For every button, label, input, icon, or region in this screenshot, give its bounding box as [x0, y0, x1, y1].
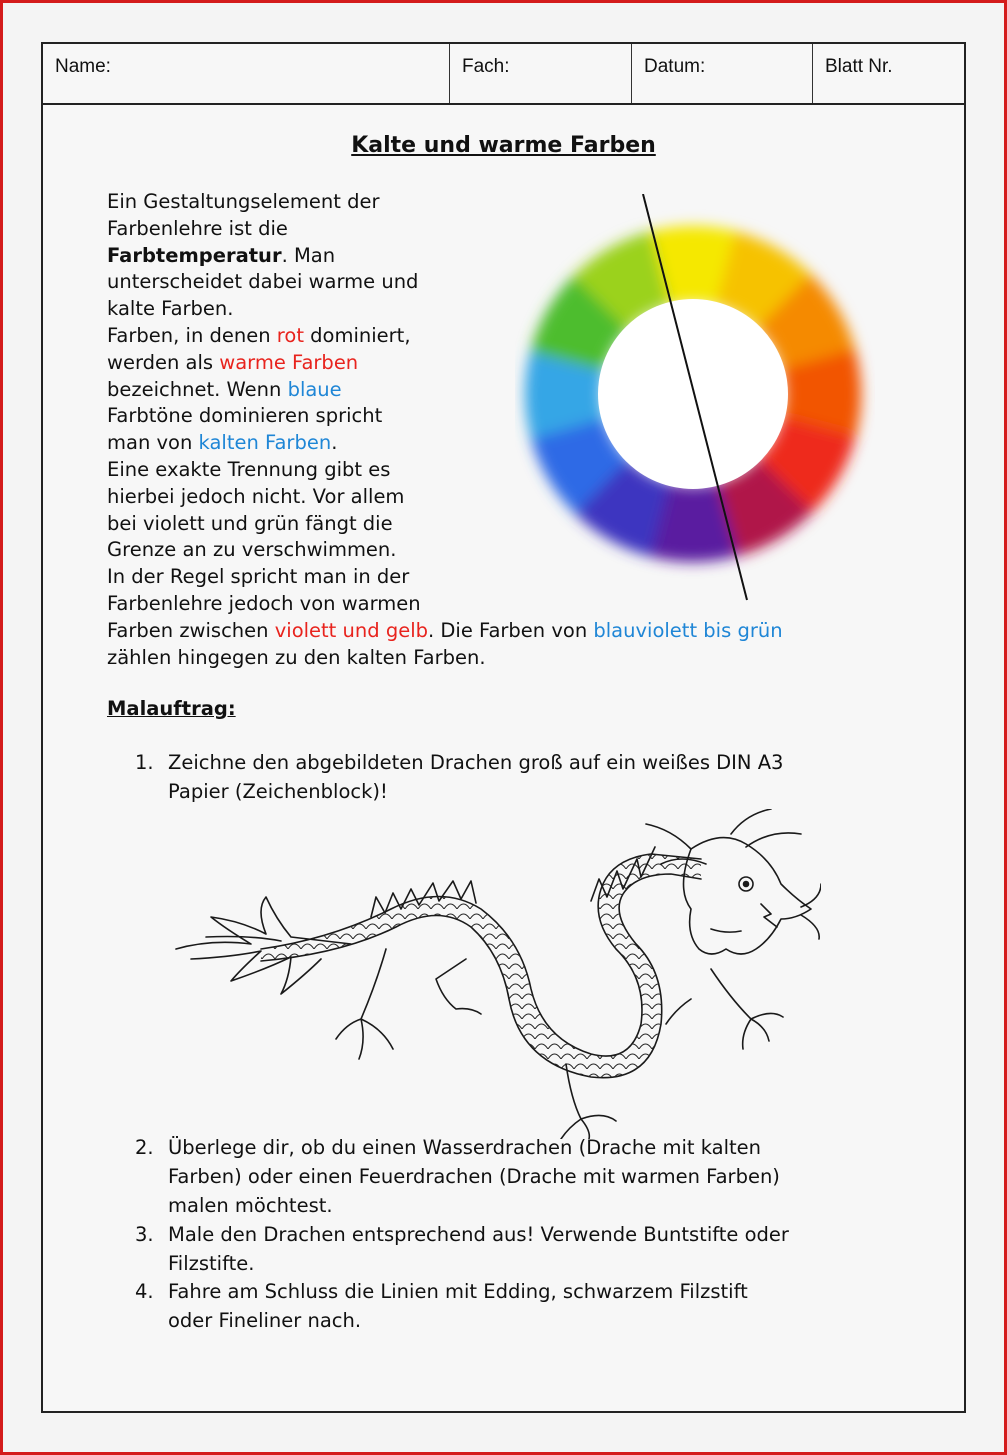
- color-wheel: [515, 194, 875, 604]
- sheet-number-field[interactable]: [813, 44, 964, 103]
- task-item: 1. Zeichne den abgebildeten Drachen groß auf ein weißes DIN A3 Papier (Zeichenblock)!: [135, 751, 784, 803]
- subject-label: Fach:: [462, 56, 510, 77]
- intro-line: Farbtöne dominieren spricht: [107, 404, 383, 428]
- intro-line: In der Regel spricht man in der: [107, 565, 410, 589]
- intro-line: Farbenlehre jedoch von warmen: [107, 591, 421, 615]
- intro-line: bei violett und grün fängt die: [107, 511, 393, 535]
- intro-line: Ein Gestaltungselement der: [107, 190, 380, 213]
- task-item: 3. Male den Drachen entsprechend aus! Verwende Buntstifte oder Filzstifte.: [135, 1223, 789, 1275]
- highlight-blue: blaue: [287, 377, 342, 401]
- page-title: Kalte und warme Farben: [351, 133, 656, 158]
- assignment-title: Malauftrag:: [107, 697, 236, 720]
- intro-line: Farben zwischen violett und gelb. Die Farben von blauviolett bis grün: [107, 618, 783, 642]
- header-row: [43, 44, 964, 105]
- intro-line: Farben, in denen rot dominiert,: [107, 323, 411, 347]
- highlight-blue: kalten Farben: [198, 431, 332, 455]
- intro-line: hierbei jedoch nicht. Vor allem: [107, 484, 405, 508]
- intro-line: bezeichnet. Wenn blaue: [107, 377, 342, 401]
- subject-field[interactable]: [450, 44, 632, 103]
- intro-line: unterscheidet dabei warme und: [107, 270, 419, 294]
- intro-line: Grenze an zu verschwimmen.: [107, 538, 397, 562]
- intro-line: werden als warme Farben: [107, 350, 359, 374]
- highlight-red: violett und gelb: [274, 618, 428, 642]
- highlight-red: rot: [276, 323, 304, 347]
- intro-line: Eine exakte Trennung gibt es: [107, 457, 391, 481]
- highlight-blue: blauviolett bis grün: [593, 618, 783, 642]
- worksheet: [41, 42, 966, 1413]
- intro-line: Farbtemperatur. Man: [107, 243, 336, 267]
- keyword-farbtemperatur: Farbtemperatur: [107, 243, 282, 267]
- task-item: 4. Fahre am Schluss die Linien mit Edding, schwarzem Filzstift oder Fineliner nach.: [135, 1280, 748, 1332]
- color-wheel-center: [598, 299, 788, 489]
- date-field[interactable]: [632, 44, 813, 103]
- intro-line: man von kalten Farben.: [107, 431, 338, 455]
- intro-line: zählen hingegen zu den kalten Farben.: [107, 645, 486, 669]
- name-field[interactable]: [43, 44, 450, 103]
- sheet-number-label: Blatt Nr.: [825, 56, 893, 77]
- task-item: 2. Überlege dir, ob du einen Wasserdrachen (Drache mit kalten Farben) oder einen Feuerdrachen (Drache mit warmen Farben) malen möchtest.: [135, 1136, 780, 1217]
- name-label: Name:: [55, 56, 111, 77]
- highlight-red: warme Farben: [219, 350, 359, 374]
- dragon-drawing: [171, 809, 821, 1139]
- date-label: Datum:: [644, 56, 706, 77]
- intro-line: kalte Farben.: [107, 297, 234, 321]
- intro-line: Farbenlehre ist die: [107, 216, 288, 240]
